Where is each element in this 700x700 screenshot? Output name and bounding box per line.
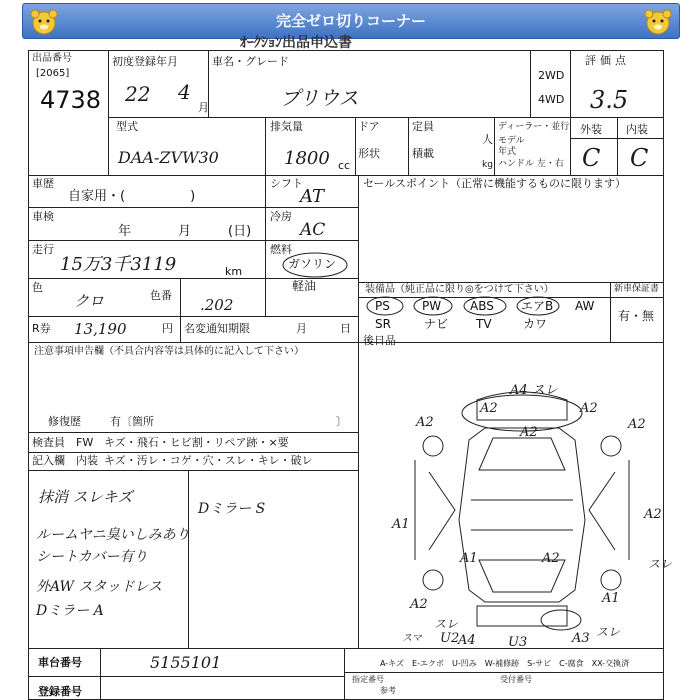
mileage-unit: km [225,265,243,278]
mileage-value: 15万3千3119 [60,254,177,275]
registration-month-unit: 月 [198,101,209,114]
interior-inspect-label: 内装 [76,454,98,467]
fuel-label: 燃料 [270,243,292,256]
equip-sr: SR [375,317,391,331]
rating-value: 3.5 [590,86,629,114]
equipment-circles [358,294,618,318]
damage-mark: A1 [392,517,410,532]
damage-mark: A2 [644,507,662,522]
inspector-label: 検査員 [32,436,65,449]
reference-label: 参考 [380,686,396,695]
name-change-month: 月 [296,322,307,335]
equipment-label: 装備品（純正品に限り◎をつけて下さい） [365,284,554,295]
header-partial-text: ｵｰｸｼｮﾝ出品申込書 [240,35,352,51]
registration-month: 4 [178,80,191,104]
damage-mark: A2 [410,597,428,612]
usage-label: 車歴 [32,177,54,190]
handwritten-note: ルームヤニ臭いしみあり [36,527,190,543]
handwritten-note: シートカバー有り [36,549,148,565]
banner-title: 完全ゼロ切りコーナー [275,12,426,30]
fuel-selection-circle [280,250,350,280]
shift-label: シフト [270,177,303,190]
damage-mark: スレ [434,617,459,631]
equip-airbag: エアB [521,299,554,313]
capacity-label: 定員 [412,120,434,133]
recycle-value: 13,190 [74,320,127,338]
handwritten-side-note: Dミラー S [198,501,266,517]
exterior-grade-label: 外装 [580,123,602,136]
fw-label: FW [76,436,94,449]
sales-point-label: セールスポイント（正常に機能するものに限ります） [363,177,627,190]
entry-label: 記入欄 [32,454,65,467]
lot-label: 出品番号 [32,53,72,64]
car-name-value: プリウス [280,86,359,110]
year-label: 年式 [498,147,517,157]
color-code-label: 色番 [150,289,172,302]
capacity-unit: 人 [482,133,493,146]
designation-label: 指定番号 [352,675,384,684]
fw-items: キズ・飛石・ヒビ割・リペア跡・×要 [104,436,289,449]
damage-mark: スレ [648,557,673,571]
equip-ps: PS [375,299,390,313]
displacement-value: 1800 [284,148,330,169]
equip-abs: ABS [470,299,494,313]
aircon-label: 冷房 [270,210,292,223]
new-warranty-label: 新車保証書 [614,284,660,294]
handwritten-note: 外AW スタッドレス [36,579,162,595]
aircon-value: AC [300,220,326,240]
damage-mark: A2 [580,401,598,416]
repair-value: 有〔箇所 [110,415,154,428]
damage-mark: A4 スレ [510,383,558,398]
repair-close: 〕 [336,415,347,428]
inspection-day-unit: (日) [228,224,252,239]
damage-mark: A1 [602,591,620,606]
model-type-label: 型式 [116,120,138,133]
interior-inspect-items: キズ・汚レ・コゲ・穴・スレ・キレ・破レ [104,454,313,467]
handwritten-note: Dミラー A [36,603,104,619]
inspection-label: 車検 [32,210,54,223]
damage-mark: U3 [508,635,528,650]
inspection-month-unit: 月 [178,224,192,239]
rear-parts-label: 後日品 [363,334,396,347]
exterior-grade-value: C [582,144,601,172]
interior-grade-label: 内装 [626,123,648,136]
drive-4wd: 4WD [538,93,565,106]
mileage-label: 走行 [32,243,54,256]
notes-label: 注意事項申告欄（不具合内容等は具体的に記入して下さい） [34,346,304,357]
model-type-value: DAA-ZVW30 [118,148,219,167]
fuel-option-gasoline: ガソリン [288,257,337,271]
recycle-label: R券 [32,322,51,335]
name-change-day: 日 [340,322,351,335]
form-label: 形状 [358,147,380,160]
chassis-value: 5155101 [150,653,222,672]
rating-label: 評価点 [585,54,630,67]
usage-value: 自家用・( ) [68,189,196,204]
damage-legend: A-キズ E-エクボ U-凹み W-補修跡 S-サビ C-腐食 XX-交換済 [380,659,630,668]
damage-mark: A2 [542,551,560,566]
reception-label: 受付番号 [500,675,532,684]
damage-mark: A3 [572,631,590,646]
equip-tv: TV [476,317,492,331]
displacement-unit: cc [338,159,351,172]
registration-label: 初度登録年月 [112,55,178,68]
displacement-label: 排気量 [270,120,303,133]
load-label: 積載 [412,147,434,160]
handle-label: ハンドル 左・右 [498,159,564,169]
model-year-label: モデル [498,136,525,146]
inspection-year-unit: 年 [118,224,132,239]
load-unit: kg [482,160,493,170]
damage-mark: スレ [596,625,621,639]
damage-mark: スマ [402,633,422,644]
damage-mark: A2 [416,415,434,430]
new-warranty-value: 有・無 [618,309,655,323]
lot-code: [2065] [36,68,70,79]
equip-navi: ナビ [424,317,449,331]
equip-pw: PW [422,299,442,313]
registration-year: 22 [125,82,151,106]
door-label: ドア [358,120,380,133]
interior-grade-value: C [630,144,649,172]
registration-no-label: 登録番号 [38,685,82,698]
dealer-label: ディーラー・並行 [498,122,570,132]
fuel-option-diesel: 軽油 [292,279,317,293]
damage-mark: U2 [440,631,460,646]
color-code-value: .202 [200,296,234,314]
damage-mark: A2 [520,425,538,440]
name-change-label: 名変通知期限 [184,322,250,335]
handwritten-note: 抹消 スレキズ [38,488,133,506]
drive-2wd: 2WD [538,69,565,82]
shift-value: AT [300,186,325,207]
damage-mark: A2 [480,401,498,416]
lot-number: 4738 [40,86,102,114]
damage-mark: A1 [460,551,478,566]
repair-label: 修復歴 [48,415,81,428]
chassis-label: 車台番号 [38,656,82,669]
color-label: 色 [32,281,43,294]
recycle-unit: 円 [162,322,173,335]
damage-mark: A4 [458,633,476,648]
equip-aw: AW [575,299,595,313]
car-name-label: 車名・グレード [212,55,289,68]
equip-leather: カワ [523,317,548,331]
damage-mark: A2 [628,417,646,432]
color-value: クロ [74,292,105,310]
